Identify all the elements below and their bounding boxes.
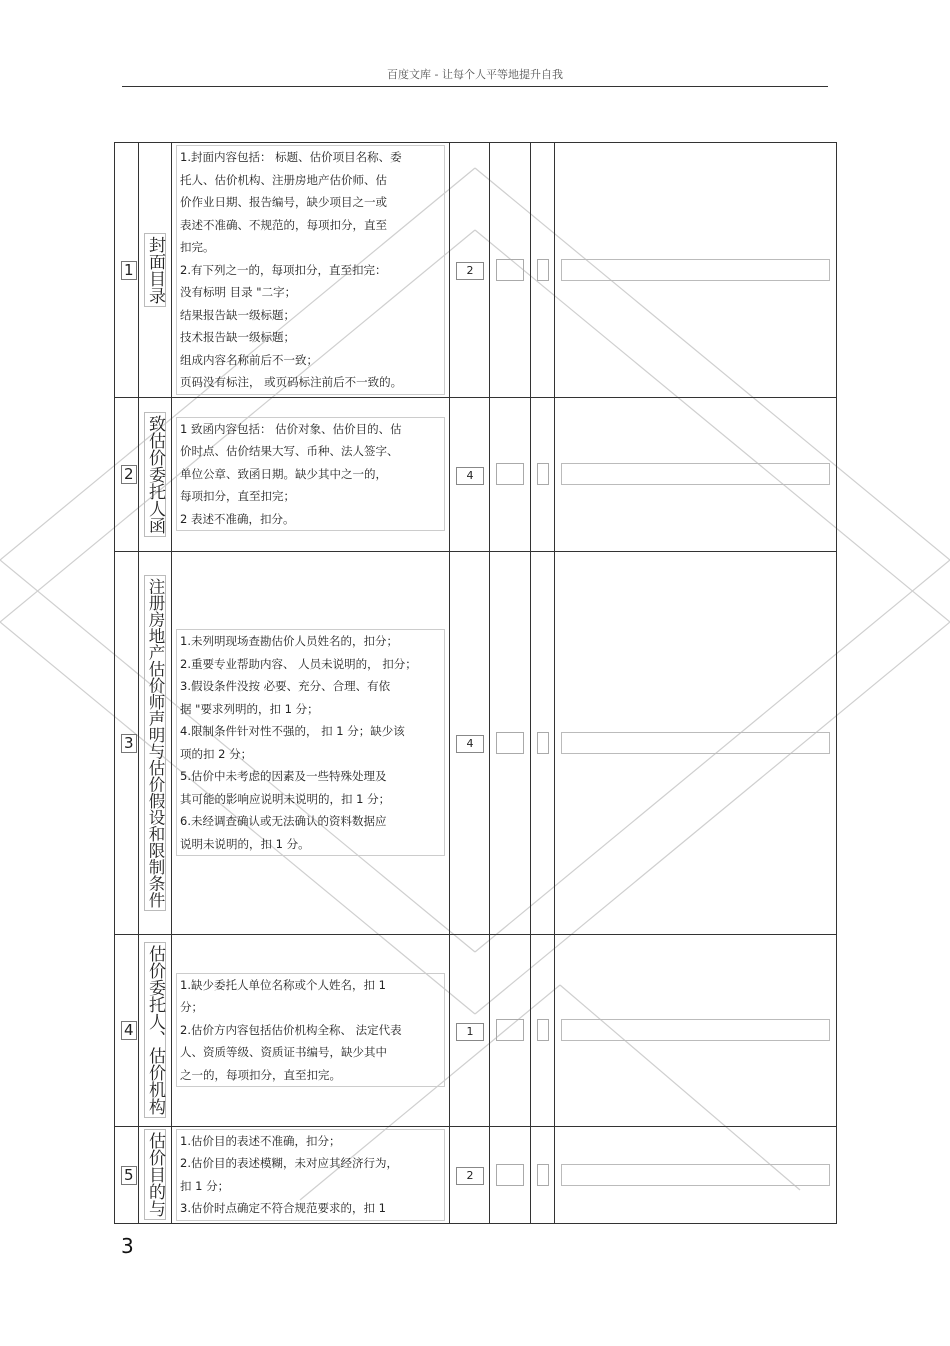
table-row — [115, 1126, 837, 1223]
row-number: 3 — [121, 734, 137, 753]
row-description: 1.估价目的表述不准确，扣分； 2.估价目的表述模糊，未对应其经济行为， 扣 1 分； 3.估价时点确定不符合规范要求的，扣 1 — [176, 1129, 445, 1221]
page-header: 百度文库 - 让每个人平等地提升自我 — [387, 68, 563, 81]
deduction-input[interactable] — [537, 1164, 549, 1186]
row-number: 4 — [121, 1021, 137, 1040]
row-title: 估价目的与 — [144, 1129, 166, 1220]
remarks-input[interactable] — [561, 1164, 830, 1186]
deduction-input[interactable] — [537, 259, 549, 281]
row-title: 注册房地产估价师声明与估价假设和限制条件 — [144, 575, 166, 911]
row-score: 4 — [456, 735, 484, 753]
remarks-input[interactable] — [561, 463, 830, 485]
row-score: 1 — [456, 1023, 484, 1041]
deduction-input[interactable] — [537, 732, 549, 754]
row-score: 2 — [456, 262, 484, 280]
row-title: 估价委托人、估价机构 — [144, 942, 166, 1118]
table-row — [115, 934, 837, 1126]
score-input[interactable] — [496, 1164, 524, 1186]
remarks-input[interactable] — [561, 732, 830, 754]
table-row — [115, 397, 837, 551]
row-description: 1.封面内容包括： 标题、估价项目名称、委 托人、估价机构、注册房地产估价师、估 价作业日期、报告编号，缺少项目之一或 表述不准确、不规范的，每项扣分，直至 扣完。 2.有下列之一的，每项扣分，直至扣完： 没有标明 目录 "二字； 结果报告缺一级标题； 技术报告缺一级标题； 组成内容名称前后不一致； 页码没有标注， 或页码标注前后不一致的。 — [176, 145, 445, 395]
scoring-table — [114, 142, 837, 1224]
deduction-input[interactable] — [537, 1019, 549, 1041]
row-title: 致估价委托人函 — [144, 412, 166, 537]
row-title: 封面目录 — [144, 233, 166, 307]
deduction-input[interactable] — [537, 463, 549, 485]
score-input[interactable] — [496, 1019, 524, 1041]
row-number: 2 — [121, 465, 137, 484]
row-number: 1 — [121, 261, 137, 280]
score-input[interactable] — [496, 259, 524, 281]
remarks-input[interactable] — [561, 1019, 830, 1041]
page-number: 3 — [121, 1234, 134, 1258]
row-score: 2 — [456, 1167, 484, 1185]
header-divider — [122, 86, 828, 87]
table-row — [115, 143, 837, 398]
row-description: 1 致函内容包括： 估价对象、估价目的、估 价时点、估价结果大写、币种、法人签字、 单位公章、致函日期。缺少其中之一的， 每项扣分，直至扣完； 2 表述不准确，扣分。 — [176, 417, 445, 532]
remarks-input[interactable] — [561, 259, 830, 281]
row-description: 1.缺少委托人单位名称或个人姓名，扣 1 分； 2.估价方内容包括估价机构全称、 法定代表 人、资质等级、资质证书编号，缺少其中 之一的，每项扣分，直至扣完。 — [176, 973, 445, 1088]
score-input[interactable] — [496, 732, 524, 754]
row-description: 1.未列明现场查勘估价人员姓名的，扣分； 2.重要专业帮助内容、 人员未说明的， 扣分； 3.假设条件没按 必要、充分、合理、有依 据 "要求列明的，扣 1 分； 4.限制条件针对性不强的， 扣 1 分；缺少该 项的扣 2 分； 5.估价中未考虑的因素及一些特殊处理及 其可能的影响应说明未说明的，扣 1 分； 6.未经调查确认或无法确认的资料数据应 说明未说明的，扣 1 分。 — [176, 629, 445, 856]
row-number: 5 — [121, 1166, 137, 1185]
score-input[interactable] — [496, 463, 524, 485]
table-row — [115, 551, 837, 934]
row-score: 4 — [456, 467, 484, 485]
